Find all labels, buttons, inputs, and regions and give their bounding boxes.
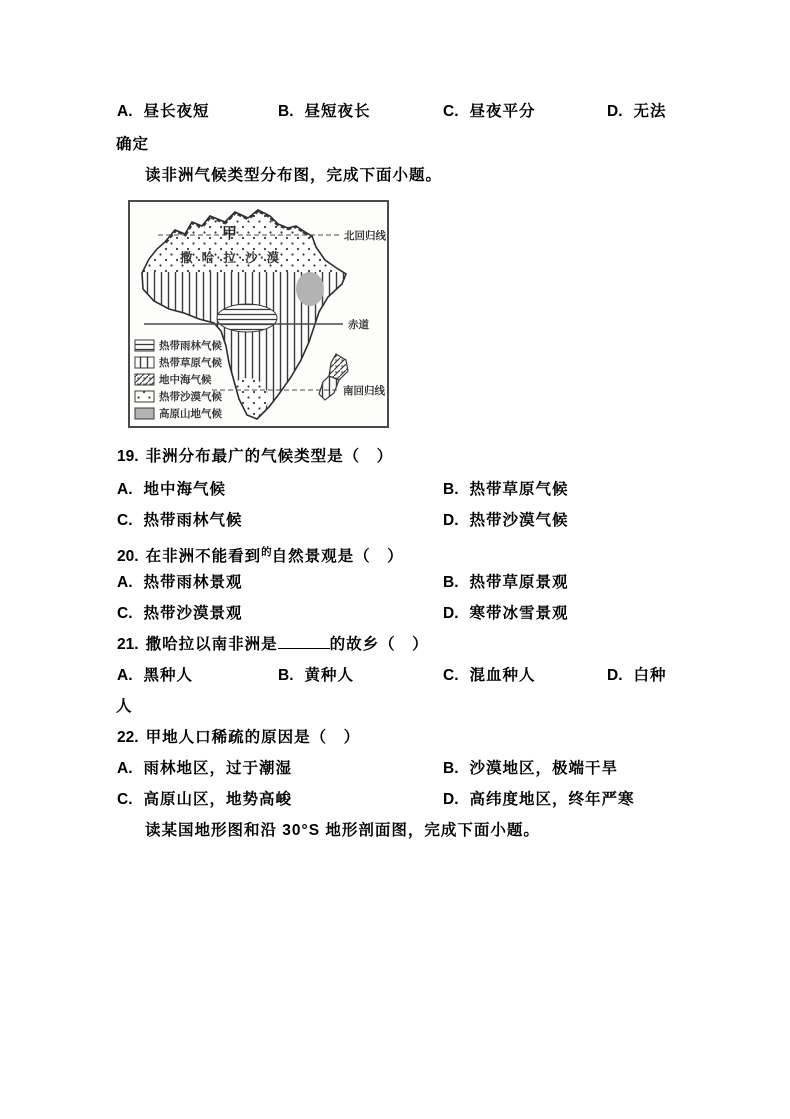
highland-zone [296,272,324,306]
option-letter: B. [278,667,294,684]
option-letter: C. [117,605,133,622]
legend-item-savanna [135,356,222,369]
option-text: 热带草原景观 [469,574,569,591]
question-22-option-c [117,791,292,809]
africa-climate-map [128,200,389,428]
option-text: 寒带冰雪景观 [469,605,569,622]
option-text: 黑种人 [143,667,194,684]
legend-swatch-gray [135,408,154,419]
question-21-option-b [278,667,354,685]
option-text: 混血种人 [469,667,536,684]
option-text: 热带草原气候 [469,481,569,498]
legend-label: 地中海气候 [159,374,212,386]
legend-label: 热带沙漠气候 [159,391,222,403]
legend-swatch-vlines [135,357,154,368]
question-19-stem [117,448,393,466]
legend-label: 高原山地气候 [159,408,222,420]
tropic-of-cancer-label: 北回归线 [344,230,386,242]
tropic-of-capricorn-label: 南回归线 [343,385,385,397]
question-21-option-d-wrap: 人 [116,698,133,715]
stem-text: 非洲分布最广的气候类型是（ ） [145,448,394,465]
option-text: 热带沙漠景观 [143,605,243,622]
legend-item-mediterranean [135,373,212,386]
prelude-option-c [443,103,536,121]
question-20-option-b [443,574,569,592]
option-text: 地中海气候 [143,481,227,498]
option-text: 热带雨林气候 [143,512,243,529]
option-letter: C. [117,512,133,529]
option-text: 昼长夜短 [143,103,210,120]
africa-climate-map-svg [130,202,387,426]
question-22-option-a [117,760,292,778]
stem-superscript: 的 [261,546,272,558]
option-text: 无法 [633,103,667,120]
legend-item-rainforest [135,339,222,352]
prelude-option-d-wrap: 确定 [116,136,150,153]
question-number: 20. [117,548,139,566]
option-text: 雨林地区，过于潮湿 [143,760,293,777]
option-letter: B. [443,574,459,591]
region-jia-label: 甲 [222,225,238,242]
equator-label: 赤道 [348,319,369,331]
legend-label: 热带草原气候 [159,357,222,369]
prelude-option-b [278,103,371,121]
option-letter: C. [117,791,133,808]
legend-item-highland [135,407,222,420]
option-text: 高纬度地区，终年严寒 [469,791,635,808]
question-20-stem [117,543,404,566]
rainforest-zone [217,304,277,332]
question-21-stem [117,636,429,654]
prelude-option-d [607,103,667,121]
prelude-option-a [117,103,210,121]
question-number: 19. [117,448,139,465]
question-19-option-d [443,512,569,530]
question-19-option-c [117,512,243,530]
stem-text-pre: 在非洲不能看到 [145,548,262,566]
map-legend [135,339,222,420]
option-text: 白种 [633,667,667,684]
option-letter: C. [443,667,459,684]
legend-item-desert [135,390,222,403]
map-instruction: 读非洲气候类型分布图，完成下面小题。 [145,167,443,184]
legend-swatch-dots [135,391,154,402]
question-21-option-d [607,667,667,685]
option-letter: A. [117,103,133,120]
kalahari-desert-zone [228,378,268,418]
legend-swatch-hlines [135,340,154,351]
fill-in-blank [278,645,330,649]
option-letter: B. [443,481,459,498]
question-21-option-c [443,667,536,685]
sahara-desert-label: 撒·哈·拉·沙·漠 [180,251,282,265]
option-text: 高原山区，地势高峻 [143,791,293,808]
question-20-option-c [117,605,243,623]
question-19-option-b [443,481,569,499]
option-text: 昼夜平分 [469,103,536,120]
option-letter: D. [607,103,623,120]
option-letter: D. [443,605,459,622]
option-letter: C. [443,103,459,120]
stem-text: 甲地人口稀疏的原因是（ ） [145,729,361,746]
option-letter: B. [443,760,459,777]
option-letter: A. [117,574,133,591]
stem-text-pre: 撒哈拉以南非洲是 [145,636,278,653]
option-letter: D. [443,791,459,808]
question-22-option-d [443,791,635,809]
option-letter: A. [117,760,133,777]
stem-text-post: 自然景观是（ ） [271,548,404,566]
option-letter: D. [443,512,459,529]
question-22-stem [117,729,360,747]
legend-swatch-hatch [135,374,154,385]
option-letter: D. [607,667,623,684]
option-text: 热带雨林景观 [143,574,243,591]
question-number: 21. [117,636,139,653]
legend-label: 热带雨林气候 [159,340,222,352]
stem-text-post: 的故乡（ ） [329,636,429,653]
question-22-option-b [443,760,618,778]
question-21-option-a [117,667,193,685]
question-number: 22. [117,729,139,746]
question-20-option-d [443,605,569,623]
question-19-option-a [117,481,226,499]
question-20-option-a [117,574,243,592]
option-letter: B. [278,103,294,120]
option-letter: A. [117,481,133,498]
option-text: 昼短夜长 [304,103,371,120]
option-letter: A. [117,667,133,684]
option-text: 沙漠地区，极端干旱 [469,760,619,777]
next-section-instruction: 读某国地形图和沿 30°S 地形剖面图，完成下面小题。 [145,822,540,839]
option-text: 黄种人 [304,667,355,684]
option-text: 热带沙漠气候 [469,512,569,529]
